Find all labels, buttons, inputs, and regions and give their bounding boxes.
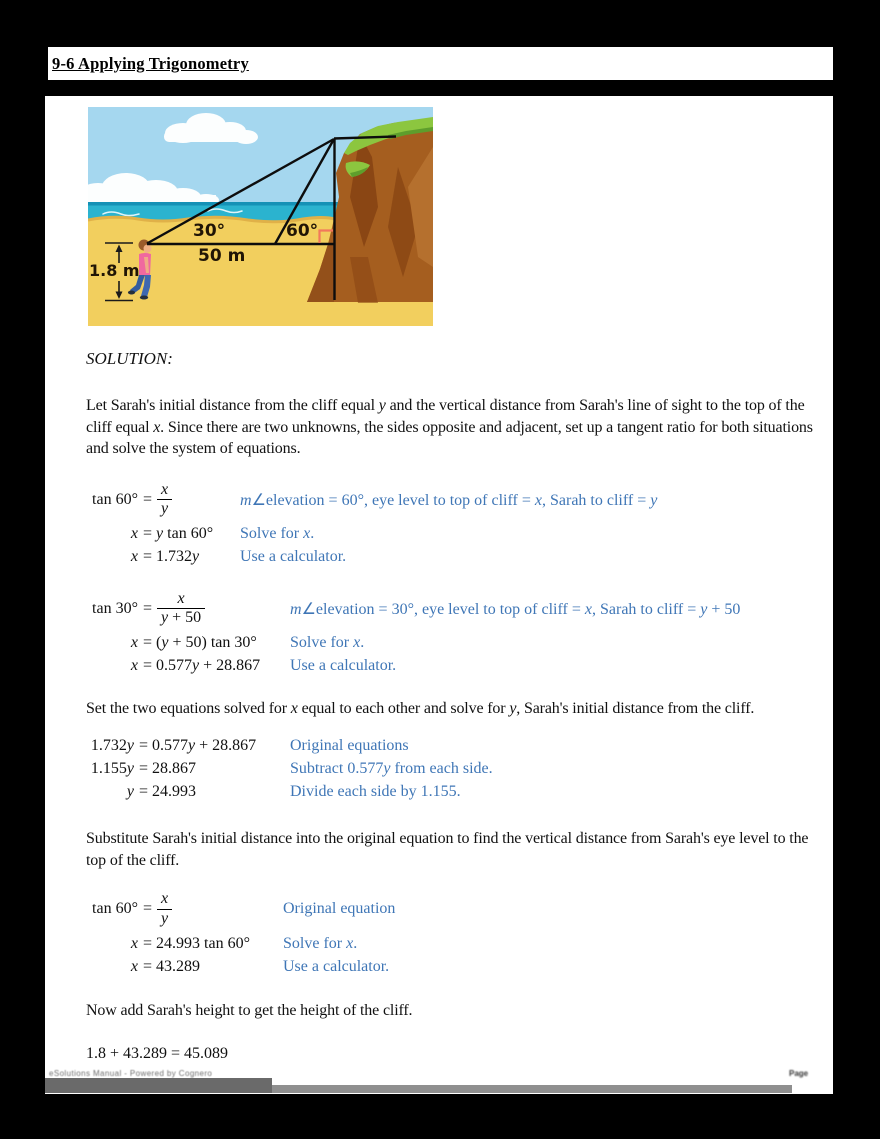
equation-rhs: = 43.289 xyxy=(143,957,201,975)
step-annotation: Subtract 0.577y from each side. xyxy=(290,759,493,777)
equation-lhs: tan 30° xyxy=(92,599,138,617)
equation-lhs: 1.732y xyxy=(90,736,134,754)
fraction-numerator: x xyxy=(177,589,185,607)
equation-block-solve-x xyxy=(86,886,823,978)
equals-sign: = xyxy=(143,900,153,917)
fraction xyxy=(157,890,172,928)
step-annotation: Divide each side by 1.155. xyxy=(290,782,461,800)
equation-row xyxy=(86,757,823,780)
fraction-denominator: y + 50 xyxy=(157,608,205,627)
final-equation: 1.8 + 43.289 = 45.089 xyxy=(86,1044,229,1062)
label-height-1-8m: 1.8 m xyxy=(89,261,140,280)
equation-lhs: x xyxy=(130,634,138,651)
equation-block-solve-y xyxy=(86,734,823,803)
step-annotation: Solve for x. xyxy=(283,934,358,952)
equation-row xyxy=(86,586,823,632)
step-annotation: Use a calculator. xyxy=(240,548,347,565)
step-annotation: Original equation xyxy=(283,900,396,917)
equation-row xyxy=(86,523,823,546)
equation-rhs: = y tan 60° xyxy=(143,525,214,542)
figure-trigonometry-diagram xyxy=(88,107,433,326)
solution-sheet xyxy=(45,96,833,1094)
equation-lhs: tan 60° xyxy=(92,900,138,917)
fraction-denominator: y xyxy=(157,499,172,518)
fraction-numerator: x xyxy=(161,480,169,498)
horizontal-scrollbar[interactable] xyxy=(272,1085,792,1093)
step-annotation: Use a calculator. xyxy=(290,657,397,674)
step-annotation: Solve for x. xyxy=(240,525,315,542)
footer-gray-block xyxy=(45,1078,272,1093)
equation-lhs: x xyxy=(130,657,138,674)
label-angle-60: 60° xyxy=(286,221,319,241)
paragraph-substitute: Substitute Sarah's initial distance into the original equation to find the vertical distance from Sarah's eye level to the top of the cliff. xyxy=(86,830,809,869)
fraction-numerator: x xyxy=(161,890,169,908)
equation-row xyxy=(86,477,823,523)
equation-row xyxy=(86,955,823,978)
equation-rhs: = (y + 50) tan 30° xyxy=(143,634,257,651)
equation-lhs: 1.155y xyxy=(90,759,134,777)
label-distance-50m: 50 m xyxy=(198,246,246,266)
equation-rhs: = 28.867 xyxy=(139,759,197,777)
equation-block-tan60-setup xyxy=(86,477,823,569)
fraction-denominator: y xyxy=(157,909,172,928)
equation-row xyxy=(86,734,823,757)
fraction xyxy=(157,481,172,519)
equation-lhs: x xyxy=(130,934,138,952)
equation-lhs: x xyxy=(130,957,138,975)
step-annotation: m∠elevation = 60°, eye level to top of cliff = x, Sarah to cliff = y xyxy=(240,491,658,509)
paragraph-setup: Let Sarah's initial distance from the cliff equal y and the vertical distance from Sarah's line of sight to the top of the cliff equal x. Since there are two unknowns, the sides opposite and adjacent, set up a tangent ratio for both situations and solve the system of equations. xyxy=(86,397,813,457)
equation-lhs: y xyxy=(126,782,134,800)
equation-row xyxy=(86,655,823,678)
equation-row xyxy=(86,780,823,803)
equation-row xyxy=(86,632,823,655)
label-angle-30: 30° xyxy=(193,221,226,241)
lesson-title: 9-6 Applying Trigonometry xyxy=(52,53,249,73)
equation-rhs: = 1.732y xyxy=(143,548,200,565)
solution-heading: SOLUTION: xyxy=(86,349,173,368)
step-annotation: Solve for x. xyxy=(290,634,365,651)
fraction xyxy=(157,590,205,628)
equation-rhs: = 0.577y + 28.867 xyxy=(143,657,261,674)
equation-lhs: x xyxy=(130,525,138,542)
beach-cliff-illustration xyxy=(88,107,433,326)
step-annotation: Use a calculator. xyxy=(283,957,390,975)
equals-sign: = xyxy=(143,490,153,508)
equation-rhs: = 24.993 xyxy=(139,782,197,800)
equation-lhs: tan 60° xyxy=(92,490,138,508)
footer-page-number: Page xyxy=(789,1069,809,1078)
equation-row xyxy=(86,886,823,932)
lesson-header-bar xyxy=(45,47,833,80)
equation-row xyxy=(86,546,823,569)
step-annotation: m∠elevation = 30°, eye level to top of cliff = x, Sarah to cliff = y + 50 xyxy=(290,600,741,618)
footer-attribution: eSolutions Manual - Powered by Cognero xyxy=(49,1069,213,1078)
equation-block-tan30-setup xyxy=(86,586,823,678)
step-annotation: Original equations xyxy=(290,736,409,754)
equation-rhs: = 24.993 tan 60° xyxy=(143,934,250,952)
equation-lhs: x xyxy=(130,548,138,565)
equals-sign: = xyxy=(143,599,153,617)
paragraph-set-equal: Set the two equations solved for x equal to each other and solve for y, Sarah's initial distance from the cliff. xyxy=(86,699,755,717)
paragraph-add-height: Now add Sarah's height to get the height of the cliff. xyxy=(86,1002,413,1019)
equation-row xyxy=(86,932,823,955)
equation-rhs: = 0.577y + 28.867 xyxy=(139,736,257,754)
